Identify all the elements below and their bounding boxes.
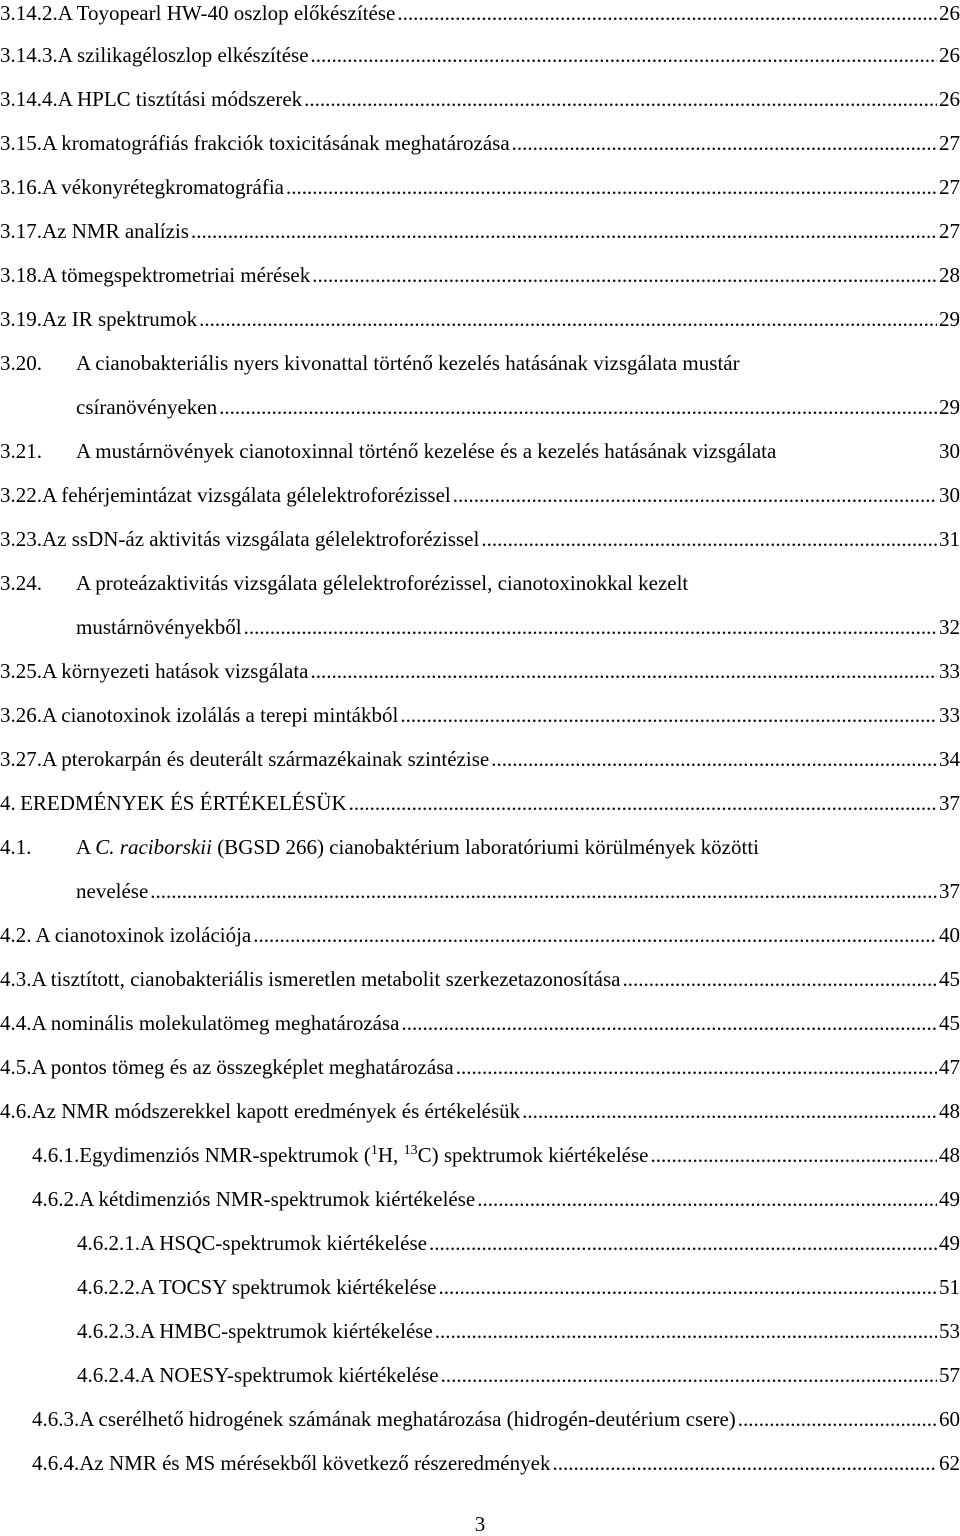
toc-entry-page: 62	[939, 1451, 960, 1475]
toc-entry-title-continued: nevelése	[76, 879, 149, 903]
toc-leader-dots	[311, 658, 938, 684]
toc-entry-title: A mustárnövények cianotoxinnal történő kezelése és a kezelés hatásának vizsgálata	[76, 439, 777, 463]
toc-entry-title: A pterokarpán és deuterált származékainak szintézise	[42, 747, 490, 771]
title-text: (BGSD 266) cianobaktérium laboratóriumi körülmények közötti	[211, 835, 759, 859]
toc-entry-page: 27	[939, 131, 960, 155]
toc-leader-dots	[150, 878, 937, 904]
toc-entry-page: 45	[939, 967, 960, 991]
toc-entry-number: 3.16.	[0, 175, 42, 199]
toc-entry-number: 4.3.	[0, 967, 32, 991]
toc-entry-title: A NOESY-spektrumok kiértékelése	[140, 1363, 439, 1387]
toc-leader-dots	[651, 1142, 938, 1168]
toc-leader-dots	[441, 1362, 937, 1388]
toc-entry-title: Az NMR és MS mérésekből következő részeredmények	[79, 1451, 551, 1475]
toc-entry-title: A fehérjemintázat vizsgálata gélelektroforézissel	[42, 483, 451, 507]
toc-entry-page: 33	[939, 659, 960, 683]
toc-entry-number: 3.15.	[0, 131, 42, 155]
toc-entry-page: 37	[939, 879, 960, 903]
toc-leader-dots	[429, 1230, 937, 1256]
toc-leader-dots	[439, 1274, 938, 1300]
toc-entry-number: 4.	[0, 791, 16, 815]
toc-entry-page: 26	[939, 43, 960, 67]
toc-entry-number: 4.6.2.2.	[77, 1275, 140, 1299]
toc-entry-title: Az ssDN-áz aktivitás vizsgálata gélelektroforézissel	[42, 527, 480, 551]
toc-entry-title: A HMBC-spektrumok kiértékelése	[140, 1319, 433, 1343]
toc-leader-dots	[219, 394, 937, 420]
toc-entry-number: 4.6.	[0, 1099, 32, 1123]
toc-entry-page: 29	[939, 307, 960, 331]
toc-entry-number: 3.25.	[0, 659, 42, 683]
toc-entry-number: 3.14.3.	[0, 43, 58, 67]
toc-entry-number: 3.27.	[0, 747, 42, 771]
toc-entry-page: 47	[939, 1055, 960, 1079]
toc-leader-dots	[312, 262, 937, 288]
toc-entry-number: 3.24.	[0, 571, 42, 595]
toc-leader-dots	[400, 702, 937, 728]
toc-entry-title: A cserélhető hidrogének számának meghatározása (hidrogén-deutérium csere)	[79, 1407, 736, 1431]
toc-leader-dots	[481, 526, 937, 552]
toc-entry-title: A Toyopearl HW-40 oszlop előkészítése	[57, 1, 396, 25]
toc-entry-title: A cianobakteriális nyers kivonattal történő kezelés hatásának vizsgálata mustár	[76, 351, 740, 375]
toc-entry-number: 4.6.2.4.	[77, 1363, 140, 1387]
isotope-superscript: 1	[370, 1143, 378, 1158]
toc-entry-page: 29	[939, 395, 960, 419]
toc-leader-dots	[401, 1010, 937, 1036]
title-text: C) spektrumok kiértékelése	[417, 1143, 649, 1167]
toc-leader-dots	[253, 922, 937, 948]
toc-entry-page: 30	[939, 483, 960, 507]
title-text: A	[76, 835, 96, 859]
toc-entry-page: 26	[939, 1, 960, 25]
toc-entry-title	[76, 834, 759, 860]
toc-entry-page: 28	[939, 263, 960, 287]
toc-leader-dots	[244, 614, 937, 640]
toc-leader-dots	[738, 1406, 937, 1432]
toc-entry-number: 3.23.	[0, 527, 42, 551]
toc-entry-title: A tömegspektrometriai mérések	[42, 263, 311, 287]
toc-leader-dots	[453, 482, 937, 508]
toc-entry-title: A tisztított, cianobakteriális ismeretlen metabolit szerkezetazonosítása	[31, 967, 621, 991]
toc-entry-number: 4.6.2.	[32, 1187, 80, 1211]
toc-entry-number: 4.1.	[0, 835, 32, 859]
toc-entry-page: 34	[939, 747, 960, 771]
toc-entry-title: A TOCSY spektrumok kiértékelése	[140, 1275, 437, 1299]
toc-leader-dots	[477, 1186, 937, 1212]
toc-entry-title: A HSQC-spektrumok kiértékelése	[140, 1231, 427, 1255]
toc-leader-dots	[622, 966, 937, 992]
toc-entry-title: EREDMÉNYEK ÉS ÉRTÉKELÉSÜK	[20, 791, 347, 815]
toc-entry-page: 31	[939, 527, 960, 551]
toc-entry-page: 40	[939, 923, 960, 947]
toc-leader-dots	[286, 174, 937, 200]
toc-entry-number: 4.6.2.1.	[77, 1231, 140, 1255]
toc-entry-title: Az IR spektrumok	[42, 307, 198, 331]
toc-entry-number: 3.14.2.	[0, 1, 58, 25]
toc-entry-page: 26	[939, 87, 960, 111]
toc-entry-title: Az NMR módszerekkel kapott eredmények és értékelésük	[31, 1099, 521, 1123]
toc-entry-number: 3.26.	[0, 703, 42, 727]
toc-entry-page: 45	[939, 1011, 960, 1035]
toc-entry-title: A proteázaktivitás vizsgálata gélelektroforézissel, cianotoxinokkal kezelt	[76, 571, 689, 595]
toc-entry-title: Az NMR analízis	[42, 219, 189, 243]
species-name: C. raciborskii	[95, 835, 212, 859]
toc-entry-title-continued: mustárnövényekből	[76, 615, 242, 639]
toc-leader-dots	[435, 1318, 937, 1344]
toc-leader-dots	[349, 790, 937, 816]
toc-entry-page: 37	[939, 791, 960, 815]
toc-entry-title: A környezeti hatások vizsgálata	[42, 659, 309, 683]
toc-entry-title	[79, 1142, 648, 1168]
toc-entry-number: 4.6.3.	[32, 1407, 80, 1431]
toc-entry-number: 4.6.2.3.	[77, 1319, 140, 1343]
title-text: H,	[377, 1143, 404, 1167]
toc-entry-number: 3.22.	[0, 483, 42, 507]
toc-leader-dots	[456, 1054, 937, 1080]
toc-entry-page: 27	[939, 219, 960, 243]
toc-leader-dots	[397, 0, 937, 26]
toc-entry-title: A vékonyrétegkromatográfia	[42, 175, 284, 199]
toc-entry-title: A pontos tömeg és az összegképlet meghatározása	[31, 1055, 454, 1079]
title-text: Egydimenziós NMR-spektrumok (	[79, 1143, 371, 1167]
toc-entry-page: 57	[939, 1363, 960, 1387]
toc-leader-dots	[522, 1098, 937, 1124]
toc-leader-dots	[512, 130, 937, 156]
toc-entry-page: 32	[939, 615, 960, 639]
toc-entry-title: A szilikagéloszlop elkészítése	[57, 43, 309, 67]
toc-entry-number: 3.18.	[0, 263, 42, 287]
toc-entry-page: 48	[939, 1099, 960, 1123]
toc-entry-page: 33	[939, 703, 960, 727]
toc-entry-title: A cianotoxinok izolálás a terepi mintákból	[42, 703, 399, 727]
toc-entry-number: 3.14.4.	[0, 87, 58, 111]
toc-entry-title: A kromatográfiás frakciók toxicitásának meghatározása	[42, 131, 510, 155]
toc-entry-number: 4.6.1.	[32, 1143, 80, 1167]
toc-leader-dots	[191, 218, 937, 244]
toc-leader-dots	[491, 746, 937, 772]
toc-leader-dots	[311, 42, 937, 68]
toc-entry-page: 51	[939, 1275, 960, 1299]
toc-entry-number: 3.21.	[0, 439, 42, 463]
toc-entry-page: 53	[939, 1319, 960, 1343]
toc-entry-number: 3.17.	[0, 219, 42, 243]
isotope-superscript: 13	[403, 1143, 418, 1158]
page-number: 3	[474, 1512, 486, 1536]
toc-entry-page: 49	[939, 1187, 960, 1211]
toc-entry-number: 4.2.	[0, 923, 32, 947]
toc-leader-dots	[552, 1450, 937, 1476]
toc-leader-dots	[199, 306, 937, 332]
toc-entry-page: 48	[939, 1143, 960, 1167]
toc-entry-page: 27	[939, 175, 960, 199]
toc-entry-number: 3.20.	[0, 351, 42, 375]
toc-entry-number: 4.5.	[0, 1055, 32, 1079]
toc-entry-page: 60	[939, 1407, 960, 1431]
toc-entry-title: A HPLC tisztítási módszerek	[57, 87, 303, 111]
toc-entry-title: A nominális molekulatömeg meghatározása	[31, 1011, 400, 1035]
toc-entry-number: 4.4.	[0, 1011, 32, 1035]
toc-entry-page: 30	[939, 439, 960, 463]
toc-entry-number: 3.19.	[0, 307, 42, 331]
toc-entry-title: A cianotoxinok izolációja	[35, 923, 252, 947]
toc-entry-title: A kétdimenziós NMR-spektrumok kiértékelése	[79, 1187, 476, 1211]
toc-entry-title-continued: csíranövényeken	[76, 395, 218, 419]
toc-entry-number: 4.6.4.	[32, 1451, 80, 1475]
toc-leader-dots	[304, 86, 937, 112]
toc-entry-page: 49	[939, 1231, 960, 1255]
